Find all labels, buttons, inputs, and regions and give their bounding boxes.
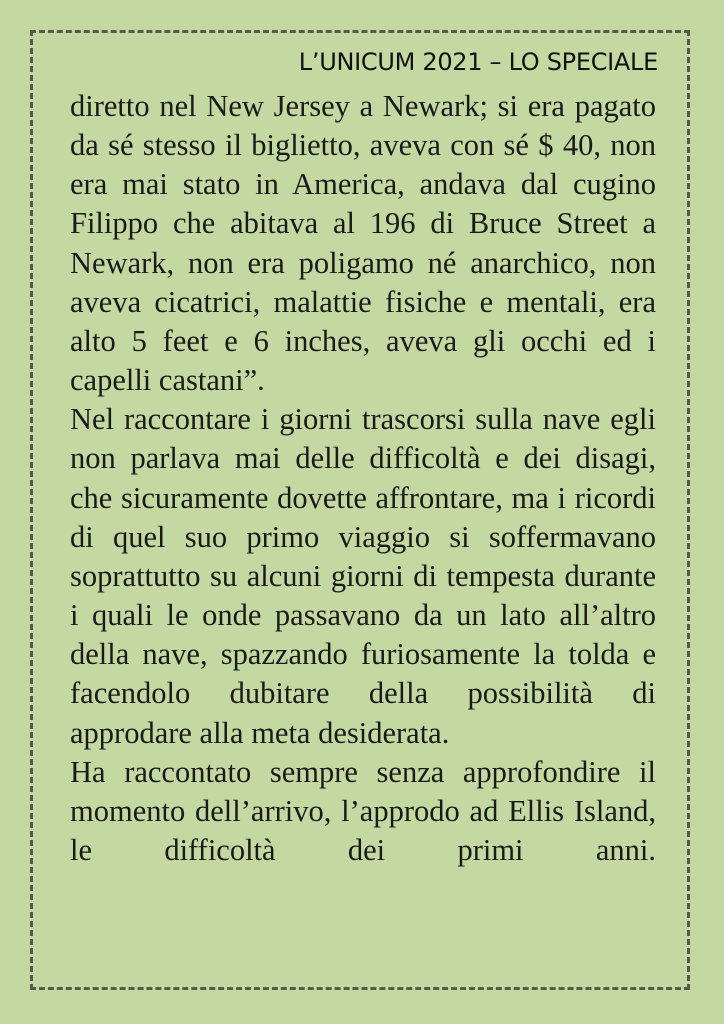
article-paragraph: diretto nel New Jersey a Newark; si era pagato da sé stesso il biglietto, aveva con sé $ 40, non era mai stato in America, andava dal cugino Filippo che abitava al 196 di Bruce Street a Newark, non era poligamo né anarchico, non aveva cicatrici, malattie fisiche e mentali, era alto 5 feet e 6 inches, aveva gli occhi ed i capelli castani”. xyxy=(70,89,656,398)
article-body xyxy=(70,87,656,870)
article-paragraph: Ha raccontato sempre senza approfondire il momento dell’arrivo, l’approdo ad Ellis Island, le difficoltà dei primi anni. xyxy=(70,754,656,867)
article-paragraph: Nel raccontare i giorni trascorsi sulla nave egli non parlava mai delle difficoltà e dei disagi, che sicuramente dovette affrontare, ma i ricordi di quel suo primo viaggio si soffermavano soprattutto su alcuni giorni di tempesta durante i quali le onde passavano da un lato all’altro della nave, spazzando furiosamente la tolda e facendolo dubitare della possibilità di approdare alla meta desiderata. xyxy=(70,402,656,750)
page-header: L’UNICUM 2021 – LO SPECIALE xyxy=(298,48,658,76)
